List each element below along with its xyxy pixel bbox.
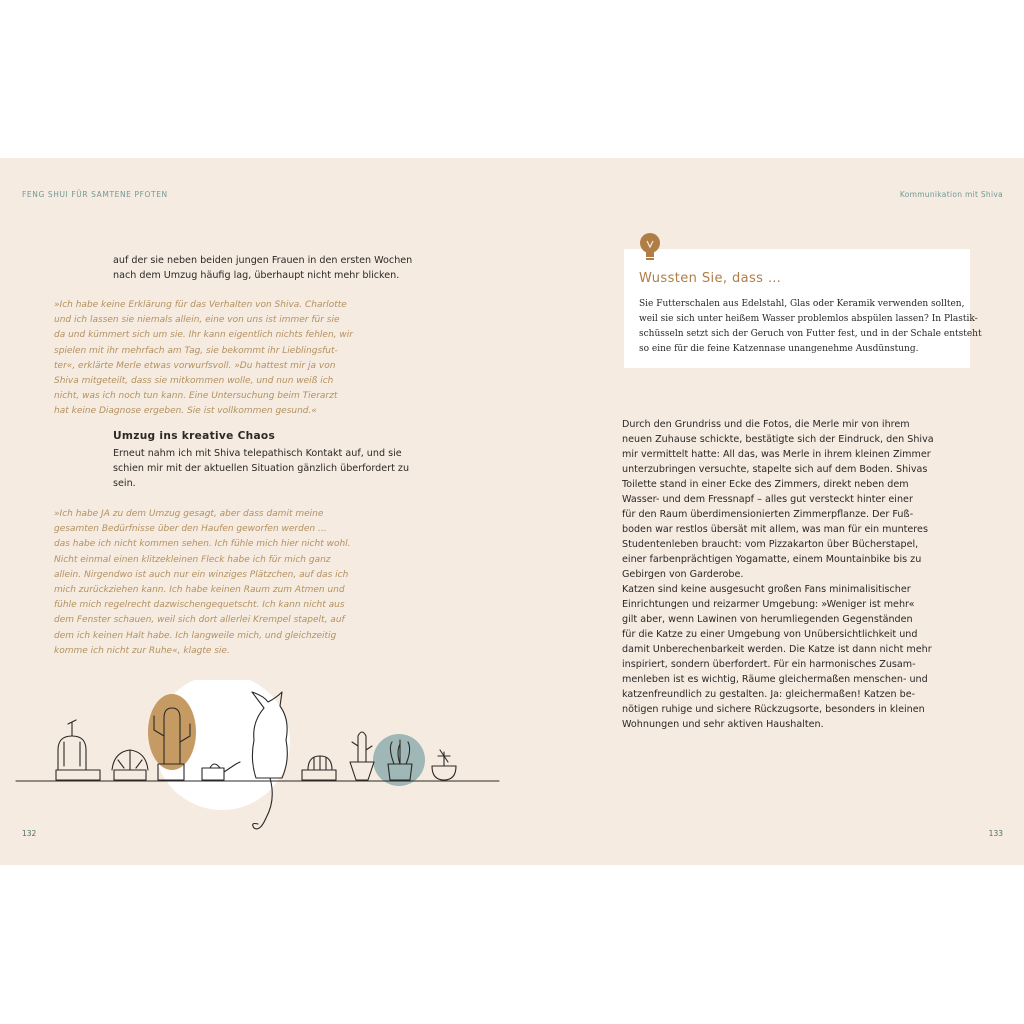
section-heading: Umzug ins kreative Chaos <box>113 430 276 442</box>
text-line: Einrichtungen und reizarmer Umgebung: »Weniger ist mehr« <box>622 599 915 610</box>
text-line: menleben ist es wichtig, Räume gleichermaßen menschen- und <box>622 674 928 685</box>
text-line: Gebirgen von Garderobe. <box>622 569 744 580</box>
lightbulb-icon <box>636 231 664 265</box>
quote-line: gesamten Bedürfnisse über den Haufen geworfen werden … <box>54 524 327 535</box>
quote-line: Nicht einmal einen klitzekleinen Fleck habe ich für mich ganz <box>54 554 331 565</box>
text-line: weil sie sich unter heißem Wasser problemlos abspülen lassen? In Plastik- <box>639 314 978 324</box>
text-line: Wohnungen und sehr aktiven Haushalten. <box>622 719 824 730</box>
text-line: Katzen sind keine ausgesucht großen Fans minimalisitischer <box>622 584 911 595</box>
text-line: Erneut nahm ich mit Shiva telepathisch Kontakt auf, und sie <box>113 448 402 459</box>
quote-line: allein. Nirgendwo ist auch nur ein winziges Plätzchen, auf das ich <box>54 569 349 580</box>
quote-line: mich zurückziehen kann. Ich habe keinen Raum zum Atmen und <box>54 585 345 596</box>
text-line: Toilette stand in einer Ecke des Zimmers, direkt neben dem <box>622 479 909 490</box>
cactus-1-icon <box>58 736 86 770</box>
text-line: schien mir mit der aktuellen Situation gänzlich überfordert zu <box>113 463 410 474</box>
small-pot-icon <box>432 766 456 780</box>
text-line: unterzubringen versuchte, stapelte sich auf dem Boden. Shivas <box>622 464 928 475</box>
quote-line: »Ich habe JA zu dem Umzug gesagt, aber dass damit meine <box>54 509 324 519</box>
cat-and-plants-illustration <box>14 680 504 845</box>
quote-shiva <box>54 507 351 659</box>
info-box <box>624 249 982 368</box>
text-line: mir vermittelt hatte: All das, was Merle in ihrem kleinen Zimmer <box>622 449 931 460</box>
text-line: schüsseln setzt sich der Geruch von Futter fest, und in der Schale entsteht <box>639 329 982 339</box>
text-line: Sie Futterschalen aus Edelstahl, Glas oder Keramik verwenden sollten, <box>639 299 965 309</box>
info-box-text <box>639 297 982 357</box>
text-line: boden war restlos übersät mit allem, was man für ein munteres <box>622 524 928 535</box>
text-line: gilt aber, wenn Lawinen von herumliegenden Gegenständen <box>622 614 913 625</box>
text-line: einer farbenprächtigen Yogamatte, einem Mountainbike bis zu <box>622 554 922 565</box>
quote-line: dem ich keinen Halt habe. Ich langweile mich, und gleichzeitig <box>54 630 337 641</box>
page-number-right: 133 <box>988 829 1003 838</box>
text-line: damit Unberechenbarkeit werden. Die Katze ist dann nicht mehr <box>622 644 932 655</box>
quote-line: spielen mit ihr mehrfach am Tag, sie bekommt ihr Lieblingsfut- <box>54 345 338 356</box>
quote-merle <box>54 298 353 420</box>
quote-line: hat keine Diagnose ergeben. Sie ist vollkommen gesund.« <box>54 406 317 417</box>
quote-line: und ich lassen sie niemals allein, eine von uns ist immer für sie <box>54 315 340 326</box>
quote-line: da und kümmert sich um sie. Ihr kann eigentlich nichts fehlen, wir <box>54 330 353 341</box>
text-line: Durch den Grundriss und die Fotos, die Merle mir von ihrem <box>622 419 910 430</box>
text-line: inspiriert, sondern überfordert. Für ein harmonisches Zusam- <box>622 659 916 670</box>
paragraph-telepathy <box>113 446 409 491</box>
quote-line: das habe ich nicht kommen sehen. Ich fühle mich hier nicht wohl. <box>54 539 351 550</box>
text-line: sein. <box>113 478 136 489</box>
running-head-left: FENG SHUI FÜR SAMTENE PFOTEN <box>22 190 168 199</box>
text-line: für den Raum überdimensionierten Zimmerpflanze. Der Fuß- <box>622 509 914 520</box>
page-number-left: 132 <box>22 829 37 838</box>
quote-line: komme ich nicht zur Ruhe«, klagte sie. <box>54 645 230 656</box>
text-line: nötigen ruhige und sichere Rückzugsorte, besonders in kleinen <box>622 704 925 715</box>
text-line: neuen Zuhause schickte, bestätigte sich der Eindruck, den Shiva <box>622 434 934 445</box>
intro-paragraph <box>113 253 412 283</box>
quote-line: Shiva mitgeteilt, dass sie mitkommen wolle, und nun weiß ich <box>54 376 334 387</box>
quote-line: »Ich habe keine Erklärung für das Verhalten von Shiva. Charlotte <box>54 300 347 310</box>
pot-cactus-icon <box>350 762 374 780</box>
text-line: Wasser- und dem Fressnapf – alles gut versteckt hinter einer <box>622 494 913 505</box>
text-line: auf der sie neben beiden jungen Frauen in den ersten Wochen <box>113 255 413 266</box>
running-head-right: Kommunikation mit Shiva <box>899 190 1003 199</box>
main-paragraph <box>622 417 934 732</box>
text-line: so eine für die feine Katzennase unangenehme Ausdünstung. <box>639 344 919 354</box>
quote-line: ter«, erklärte Merle etwas vorwurfsvoll. »Du hattest mir ja von <box>54 360 336 371</box>
text-line: Studentenleben braucht: vom Pizzakarton über Bücherstapel, <box>622 539 919 550</box>
quote-line: fühle mich regelrecht dazwischengequetscht. Ich kann nicht aus <box>54 600 345 611</box>
text-line: nach dem Umzug häufig lag, überhaupt nicht mehr blicken. <box>113 270 400 281</box>
text-line: katzenfreundlich zu gestalten. Ja: gleichermaßen! Katzen be- <box>622 689 916 700</box>
quote-line: dem Fenster schauen, weil sich dort allerlei Krempel stapelt, auf <box>54 615 345 626</box>
ochre-blob <box>148 694 196 770</box>
info-box-title: Wussten Sie, dass … <box>639 271 782 286</box>
text-line: für die Katze zu einer Umgebung von Unübersichtlichkeit und <box>622 629 918 640</box>
quote-line: nicht, was ich noch tun kann. Eine Untersuchung beim Tierarzt <box>54 391 338 402</box>
